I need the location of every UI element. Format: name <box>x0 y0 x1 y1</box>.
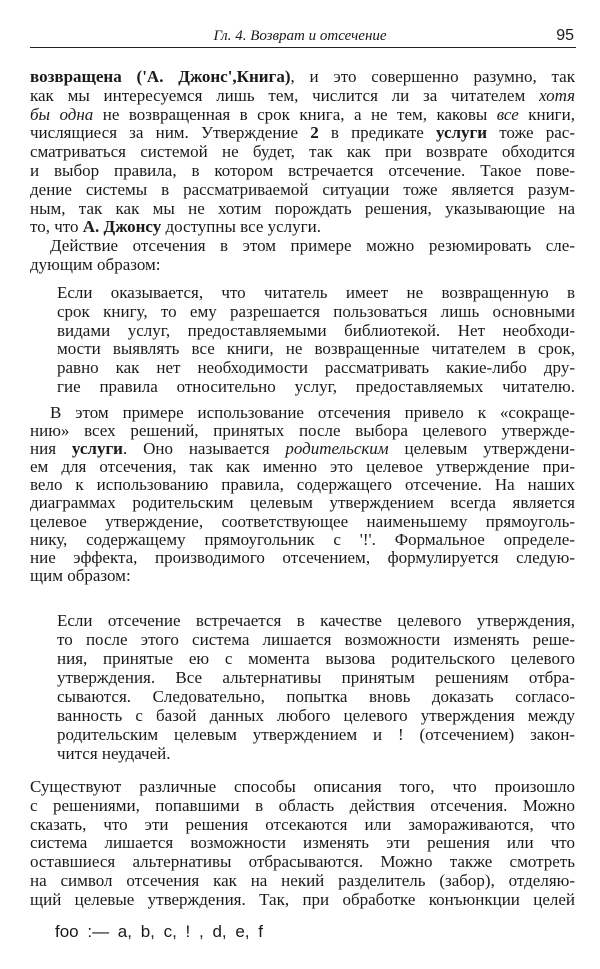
text-line <box>57 630 575 649</box>
text-line <box>57 359 575 378</box>
text-run: оставшиеся альтернативы отбрасываются. Можно также смотреть <box>30 852 575 872</box>
text-line <box>57 649 575 668</box>
text-line <box>30 404 575 422</box>
text-line <box>57 340 575 359</box>
page-number: 95 <box>556 27 574 44</box>
text-run: родительским целевым утверждением и ! (отсечением) закон- <box>57 725 575 744</box>
paragraph <box>30 404 575 585</box>
text-run: . Оно называется <box>122 439 286 459</box>
text-line <box>30 872 575 891</box>
text-run: видами услуг, предоставляемыми библиотекой. Нет необходи- <box>57 320 575 340</box>
text-run: нию» всех решений, принятых после выбора целевого утвержде- <box>30 421 575 441</box>
text-run: ние эффекта, производимого отсечением, формулируется следую- <box>30 547 575 567</box>
text-run: нику, содержащему прямоугольник с '!'. Формальное определе- <box>30 529 575 549</box>
block-quote <box>57 611 575 763</box>
text-line <box>30 891 575 910</box>
text-run: и выбор правила, в котором встречается отсечение. Такое пове- <box>30 160 575 180</box>
text-run: целевое утверждение, соответствующее наименьшему прямоуголь- <box>30 511 575 531</box>
text-run: не возвращенная в срок книга, а не тем, каковы <box>93 104 497 124</box>
text-run: Если оказывается, что читатель имеет не возвращенную в <box>57 283 575 302</box>
text-line <box>30 124 575 143</box>
bold-text: услуги <box>71 439 123 459</box>
text-line <box>30 458 575 476</box>
text-line <box>30 778 575 797</box>
paragraph <box>30 68 575 237</box>
text-run: в предикате <box>318 123 436 143</box>
text-line <box>57 322 575 341</box>
text-line <box>30 200 575 219</box>
text-line <box>30 816 575 835</box>
text-line <box>30 218 575 237</box>
text-run: сматриваться системой не будет, так как при возврате обходится <box>30 142 575 162</box>
paragraph <box>30 778 575 910</box>
bold-text: 2 <box>310 123 319 143</box>
text-run: чится неудачей. <box>57 744 171 763</box>
text-run: В этом примере использование отсечения привело к «сокраще- <box>50 403 575 422</box>
text-run: ным, так как мы не хотим порождать решения, указывающие на <box>30 198 575 218</box>
text-line <box>30 549 575 567</box>
text-line <box>30 567 575 585</box>
header-rule <box>30 47 576 48</box>
text-line <box>30 256 575 275</box>
text-line <box>57 744 575 763</box>
text-run: ванность с базой данных любого целевого утверждения между <box>57 706 575 725</box>
text-run: вело к использованию правила, содержащего отсечение. На наших <box>30 475 575 495</box>
text-run: целевым утверждени- <box>388 439 575 459</box>
text-run: диаграммах родительским целевым утверждением всегда является <box>30 493 575 513</box>
text-line <box>30 162 575 181</box>
text-run: сываются. Следовательно, попытка вновь доказать согласо- <box>57 687 575 706</box>
text-run: Если отсечение встречается в качестве целевого утверждения, <box>57 611 575 630</box>
text-run: дение системы в рассматриваемой ситуации тоже является разум- <box>30 179 575 199</box>
bold-text: возвращена ('А. Джонс',Книга) <box>30 67 291 86</box>
bold-text: услуги <box>435 123 488 143</box>
italic-text: хотя <box>538 85 575 105</box>
text-line <box>57 725 575 744</box>
text-run: срок книгу, то ему разрешается пользоваться лишь основными <box>57 301 575 321</box>
text-line <box>30 834 575 853</box>
text-run: щий целевые утверждения. Так, при обработке конъюнкции целей <box>30 889 575 909</box>
chapter-title: Гл. 4. Возврат и отсечение <box>213 28 387 44</box>
text-line <box>30 440 575 458</box>
text-line <box>30 797 575 816</box>
text-run: ния, принятые ею с момента вызова родительского целевого <box>57 649 575 668</box>
text-line <box>30 422 575 440</box>
code-example: foo :— a, b, c, ! , d, e, f <box>55 922 263 941</box>
text-line <box>57 378 575 397</box>
text-line <box>57 284 575 303</box>
text-run: гие правила относительно услуг, предоставляемых читателю. <box>57 376 575 396</box>
paragraph <box>30 237 575 275</box>
text-line <box>57 611 575 630</box>
text-run: тоже рас- <box>487 123 575 143</box>
italic-text: родительским <box>285 439 389 459</box>
text-line <box>57 706 575 725</box>
text-run: Существуют различные способы описания того, что произошло <box>30 777 575 796</box>
text-run: равно как нет необходимости рассматривать какие-либо дру- <box>57 358 575 378</box>
block-quote <box>57 284 575 397</box>
text-line <box>30 513 575 531</box>
text-line <box>30 181 575 200</box>
text-run: ем для отсечения, так как именно это целевое утверждение при- <box>30 457 575 477</box>
text-line <box>57 303 575 322</box>
text-run: то после этого система лишается возможности изменять реше- <box>57 630 575 649</box>
text-run: щим образом: <box>30 565 131 585</box>
text-run: система лишается возможности изменять эти решения или что <box>30 833 575 853</box>
text-run: мости выявлять все книги, не возвращенные читателем в срок, <box>57 339 575 359</box>
text-run: , и это совершенно разумно, так <box>290 67 575 86</box>
text-run: сказать, что эти решения отсекаются или замораживаются, что <box>30 814 575 834</box>
text-run: на символ отсечения как на некий разделитель (забор), отделяю- <box>30 870 575 890</box>
text-line <box>30 476 575 494</box>
italic-text: бы одна <box>30 104 94 124</box>
text-line <box>57 668 575 687</box>
text-line <box>30 494 575 512</box>
text-run: числящиеся за ним. Утверждение <box>30 123 311 143</box>
text-run: то, что <box>30 217 83 237</box>
text-line <box>57 687 575 706</box>
text-line <box>30 143 575 162</box>
bold-text: А. Джонсу <box>82 217 162 237</box>
text-line <box>30 853 575 872</box>
text-run: Действие отсечения в этом примере можно резюмировать сле- <box>50 236 575 255</box>
text-line <box>30 531 575 549</box>
text-line <box>30 87 575 106</box>
text-line <box>30 106 575 125</box>
text-line <box>30 237 575 256</box>
text-line <box>30 68 575 87</box>
text-run: ния <box>30 439 72 459</box>
text-run: с решениями, попавшими в область действия отсечения. Можно <box>30 795 575 815</box>
text-run: книги, <box>518 104 576 124</box>
text-run: доступны все услуги. <box>161 217 321 237</box>
text-run: дующим образом: <box>30 254 161 274</box>
text-run: как мы интересуемся лишь тем, числится ли за читателем <box>30 85 539 105</box>
italic-text: все <box>496 104 519 124</box>
text-run: утверждения. Все альтернативы принятым решениям отбра- <box>57 668 575 687</box>
